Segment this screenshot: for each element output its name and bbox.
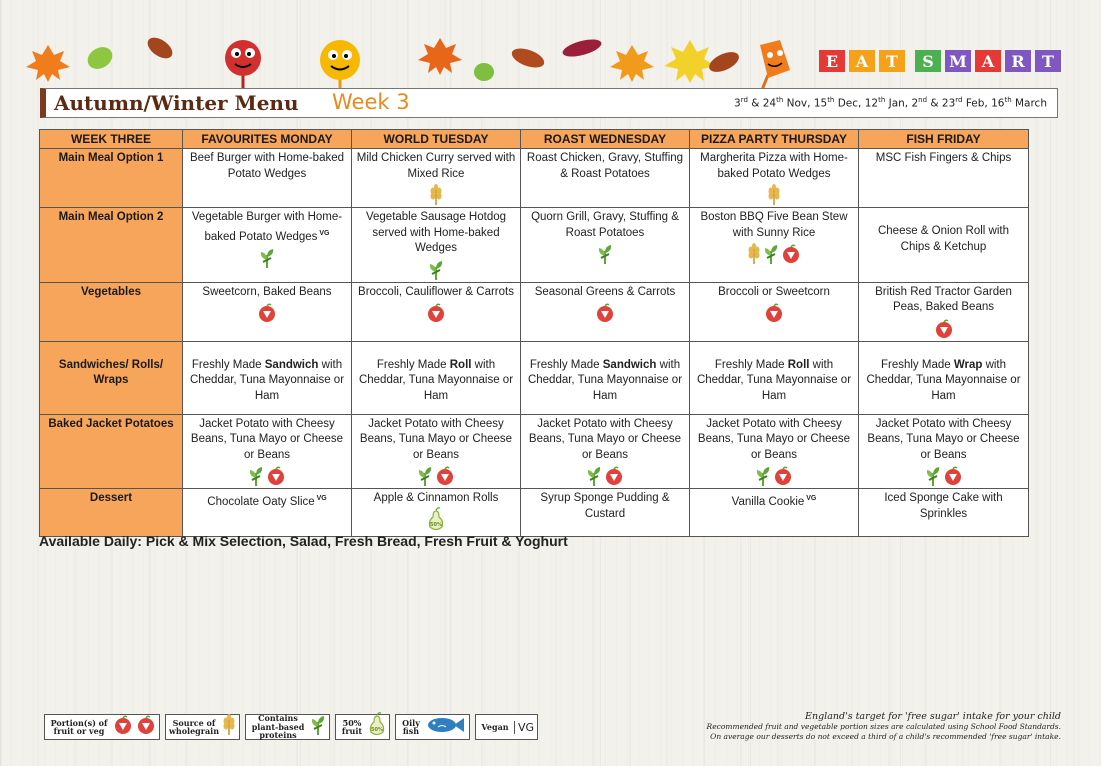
leaf-icon bbox=[561, 36, 603, 60]
leaf-icon bbox=[84, 43, 117, 73]
legend-50-fruit-label: 50% fruit bbox=[341, 717, 363, 736]
menu-cell bbox=[859, 489, 1029, 537]
diet-icons bbox=[356, 508, 516, 532]
legend-wholegrain bbox=[165, 714, 240, 740]
menu-cell bbox=[690, 341, 859, 414]
row-label: Vegetables bbox=[40, 282, 183, 341]
logo-letter: A bbox=[975, 50, 1001, 72]
dish-text: Boston BBQ Five Bean Stew with Sunny Rice bbox=[700, 211, 848, 239]
menu-cell bbox=[859, 282, 1029, 341]
plant-protein-icon bbox=[428, 259, 444, 281]
autumn-leaves-decoration bbox=[0, 0, 1101, 95]
dish-text: Jacket Potato with Cheesy Beans, Tuna Mayo or Cheese or Beans bbox=[359, 417, 513, 461]
day-column-header: ROAST WEDNESDAY bbox=[521, 130, 690, 149]
dish-text: Vegetable Sausage Hotdog served with Home-baked Wedges bbox=[365, 211, 507, 254]
dish-text: Broccoli or Sweetcorn bbox=[718, 285, 830, 298]
legend-vegan bbox=[475, 714, 538, 740]
vegan-vg-mark: VG bbox=[514, 721, 534, 734]
row-label: Dessert bbox=[40, 489, 183, 537]
footnote-line-2: Recommended fruit and vegetable portion sizes are calculated using School Food Standards. bbox=[706, 722, 1061, 731]
leaf-icon bbox=[144, 33, 176, 62]
row-label: Main Meal Option 1 bbox=[40, 149, 183, 208]
carrot-mascot-icon bbox=[760, 40, 790, 95]
dish-text: Syrup Sponge Pudding & Custard bbox=[540, 492, 670, 520]
legend-oily-fish-label: Oily fish bbox=[402, 717, 420, 736]
menu-cell bbox=[352, 149, 521, 208]
svg-text:50%: 50% bbox=[430, 521, 442, 528]
plant-protein-icon bbox=[310, 714, 326, 740]
legend-50-fruit bbox=[335, 714, 390, 740]
legend-fruit-veg-label: Portion(s) of fruit or veg bbox=[50, 717, 108, 736]
maple-leaf-icon bbox=[26, 45, 70, 82]
dish-text: Jacket Potato with Cheesy Beans, Tuna Mayo or Cheese or Beans bbox=[528, 417, 682, 461]
menu-cell bbox=[690, 282, 859, 341]
menu-cell bbox=[521, 149, 690, 208]
dish-text: Roast Chicken, Gravy, Stuffing & Roast Potatoes bbox=[526, 152, 684, 180]
menu-cell bbox=[521, 208, 690, 283]
diet-icons bbox=[187, 246, 347, 270]
pear-icon bbox=[368, 712, 386, 742]
row-label: Sandwiches/ Rolls/ Wraps bbox=[40, 341, 183, 414]
vegetarian-mark: VG bbox=[317, 229, 330, 237]
leaf-icon bbox=[509, 45, 546, 72]
menu-dates: 3rd & 24th Nov, 15th Dec, 12th Jan, 2nd & 23rd Feb, 16th March bbox=[734, 96, 1047, 110]
menu-cell bbox=[859, 149, 1029, 208]
wholegrain-icon bbox=[429, 184, 443, 206]
diet-icons bbox=[187, 464, 347, 488]
menu-cell bbox=[183, 489, 352, 537]
fruit-veg-icon bbox=[943, 466, 963, 486]
fruit-veg-icon bbox=[764, 303, 784, 323]
logo-letter: A bbox=[849, 50, 875, 72]
menu-cell bbox=[352, 208, 521, 283]
dish-text: Jacket Potato with Cheesy Beans, Tuna Mayo or Cheese or Beans bbox=[867, 417, 1020, 461]
logo-letter: T bbox=[1035, 50, 1061, 72]
table-row bbox=[40, 341, 1029, 414]
dish-text: Broccoli, Cauliflower & Carrots bbox=[358, 285, 514, 298]
fruit-veg-icon bbox=[934, 319, 954, 339]
diet-icons bbox=[863, 317, 1024, 341]
legend-oily-fish bbox=[395, 714, 470, 740]
table-row bbox=[40, 149, 1029, 208]
dish-text: Apple & Cinnamon Rolls bbox=[373, 492, 499, 504]
fruit-veg-icon bbox=[257, 303, 277, 323]
menu-cell bbox=[183, 414, 352, 489]
dish-text: Freshly Made Sandwich with Cheddar, Tuna Mayonnaise or Ham bbox=[527, 358, 683, 402]
diet-icons bbox=[525, 464, 685, 488]
week-label: Week 3 bbox=[332, 90, 410, 114]
svg-text:50%: 50% bbox=[371, 727, 383, 733]
fruit-veg-icon bbox=[435, 466, 455, 486]
dish-text: Chocolate Oaty Slice $^{VG}$ bbox=[207, 495, 327, 508]
menu-cell bbox=[521, 341, 690, 414]
week-column-header: WEEK THREE bbox=[40, 130, 183, 149]
menu-cell bbox=[521, 489, 690, 537]
menu-cell bbox=[690, 414, 859, 489]
menu-cell bbox=[352, 489, 521, 537]
diet-icons bbox=[356, 464, 516, 488]
menu-cell bbox=[183, 208, 352, 283]
dish-text: Jacket Potato with Cheesy Beans, Tuna Mayo or Cheese or Beans bbox=[190, 417, 344, 461]
fruit-veg-icon bbox=[136, 715, 156, 739]
day-column-header: PIZZA PARTY THURSDAY bbox=[690, 130, 859, 149]
vegetarian-mark: VG bbox=[804, 495, 817, 502]
diet-icons bbox=[356, 258, 516, 282]
diet-icons bbox=[694, 464, 854, 488]
dish-text: Cheese & Onion Roll with Chips & Ketchup bbox=[877, 225, 1010, 253]
menu-cell bbox=[183, 282, 352, 341]
leaf-icon bbox=[474, 63, 494, 81]
dish-text: Sweetcorn, Baked Beans bbox=[202, 285, 332, 298]
fruit-veg-icon bbox=[773, 466, 793, 486]
legend-wholegrain-label: Source of wholegrain bbox=[169, 717, 220, 736]
legend bbox=[44, 714, 538, 740]
fruit-veg-icon bbox=[781, 244, 801, 264]
fruit-veg-icon bbox=[426, 303, 446, 323]
logo-letter: E bbox=[819, 50, 845, 72]
dish-text: Freshly Made Roll with Cheddar, Tuna Mayonnaise or Ham bbox=[696, 358, 852, 402]
wholegrain-icon bbox=[222, 714, 236, 740]
menu-cell bbox=[352, 282, 521, 341]
dish-text: Mild Chicken Curry served with Mixed Rice bbox=[356, 152, 516, 180]
day-column-header: FISH FRIDAY bbox=[859, 130, 1029, 149]
diet-icons bbox=[356, 301, 516, 325]
available-daily-note: Available Daily: Pick & Mix Selection, Salad, Fresh Bread, Fresh Fruit & Yoghurt bbox=[39, 533, 568, 549]
diet-icons bbox=[356, 183, 516, 207]
legend-vegan-label: Vegan bbox=[481, 721, 509, 732]
diet-icons bbox=[187, 301, 347, 325]
dish-text: Quorn Grill, Gravy, Stuffing & Roast Potatoes bbox=[531, 211, 679, 239]
plant-protein-icon bbox=[597, 243, 613, 265]
menu-cell bbox=[859, 414, 1029, 489]
plant-protein-icon bbox=[248, 465, 264, 487]
maple-leaf-icon bbox=[610, 45, 654, 82]
maple-leaf-icon bbox=[664, 40, 716, 83]
logo-letter: R bbox=[1005, 50, 1031, 72]
dish-text: British Red Tractor Garden Peas, Baked Beans bbox=[875, 285, 1012, 313]
legend-plant-protein-label: Contains plant-based proteins bbox=[251, 713, 305, 741]
fruit-veg-icon bbox=[113, 715, 133, 739]
dish-text: Vanilla Cookie $^{VG}$ bbox=[731, 495, 817, 508]
dish-text: Freshly Made Sandwich with Cheddar, Tuna Mayonnaise or Ham bbox=[189, 358, 345, 402]
fish-icon bbox=[426, 716, 466, 738]
orange-mascot-icon bbox=[320, 40, 360, 95]
menu-header bbox=[40, 88, 1058, 118]
menu-cell bbox=[521, 414, 690, 489]
diet-icons bbox=[525, 242, 685, 266]
logo-letter: T bbox=[879, 50, 905, 72]
row-label: Baked Jacket Potatoes bbox=[40, 414, 183, 489]
logo-letter: S bbox=[915, 50, 941, 72]
plant-protein-icon bbox=[763, 243, 779, 265]
menu-cell bbox=[859, 208, 1029, 283]
menu-table bbox=[39, 129, 1029, 537]
menu-cell bbox=[521, 282, 690, 341]
dish-text: Beef Burger with Home-baked Potato Wedges bbox=[189, 152, 345, 180]
plant-protein-icon bbox=[417, 465, 433, 487]
footnote bbox=[707, 711, 1061, 742]
menu-cell bbox=[183, 149, 352, 208]
dish-text: Jacket Potato with Cheesy Beans, Tuna Mayo or Cheese or Beans bbox=[697, 417, 851, 461]
menu-cell bbox=[183, 341, 352, 414]
fruit-veg-icon bbox=[595, 303, 615, 323]
plant-protein-icon bbox=[586, 465, 602, 487]
table-header-row bbox=[40, 130, 1029, 149]
page-title: Autumn/Winter Menu bbox=[54, 91, 299, 115]
dish-text: Freshly Made Roll with Cheddar, Tuna Mayonnaise or Ham bbox=[358, 358, 514, 402]
menu-cell bbox=[690, 149, 859, 208]
dish-text: Iced Sponge Cake with Sprinkles bbox=[884, 492, 1003, 520]
diet-icons bbox=[863, 464, 1024, 488]
vegetarian-mark: VG bbox=[314, 495, 327, 502]
day-column-header: WORLD TUESDAY bbox=[352, 130, 521, 149]
maple-leaf-icon bbox=[418, 38, 462, 75]
plant-protein-icon bbox=[755, 465, 771, 487]
dish-text: Vegetable Burger with Home-baked Potato Wedges $^{VG}$ bbox=[191, 211, 343, 243]
eat-smart-logo bbox=[819, 50, 1061, 72]
menu-cell bbox=[859, 341, 1029, 414]
footnote-line-1: England's target for 'free sugar' intake for your child bbox=[805, 711, 1061, 722]
dish-text: Margherita Pizza with Home-baked Potato Wedges bbox=[700, 152, 848, 180]
dish-text: Freshly Made Wrap with Cheddar, Tuna Mayonnaise or Ham bbox=[866, 358, 1021, 402]
legend-plant-protein bbox=[245, 714, 330, 740]
diet-icons bbox=[694, 242, 854, 266]
dish-text: Seasonal Greens & Carrots bbox=[534, 285, 676, 298]
footnote-line-3: On average our desserts do not exceed a third of a child's recommended 'free sugar' intake. bbox=[710, 732, 1061, 741]
table-row bbox=[40, 414, 1029, 489]
table-row bbox=[40, 208, 1029, 283]
plant-protein-icon bbox=[259, 247, 275, 269]
diet-icons bbox=[525, 301, 685, 325]
menu-cell bbox=[690, 208, 859, 283]
menu-cell bbox=[690, 489, 859, 537]
fruit-veg-icon bbox=[604, 466, 624, 486]
apple-mascot-icon bbox=[225, 40, 261, 95]
dish-text: MSC Fish Fingers & Chips bbox=[875, 152, 1012, 164]
logo-letter: M bbox=[945, 50, 971, 72]
diet-icons bbox=[694, 301, 854, 325]
menu-cell bbox=[352, 414, 521, 489]
plant-protein-icon bbox=[925, 465, 941, 487]
wholegrain-icon bbox=[767, 184, 781, 206]
day-column-header: FAVOURITES MONDAY bbox=[183, 130, 352, 149]
row-label: Main Meal Option 2 bbox=[40, 208, 183, 283]
table-row bbox=[40, 282, 1029, 341]
table-row bbox=[40, 489, 1029, 537]
diet-icons bbox=[694, 183, 854, 207]
menu-cell bbox=[352, 341, 521, 414]
pear-icon bbox=[427, 507, 445, 533]
fruit-veg-icon bbox=[266, 466, 286, 486]
wholegrain-icon bbox=[747, 243, 761, 265]
legend-fruit-veg bbox=[44, 714, 160, 740]
leaf-icon bbox=[706, 48, 742, 76]
